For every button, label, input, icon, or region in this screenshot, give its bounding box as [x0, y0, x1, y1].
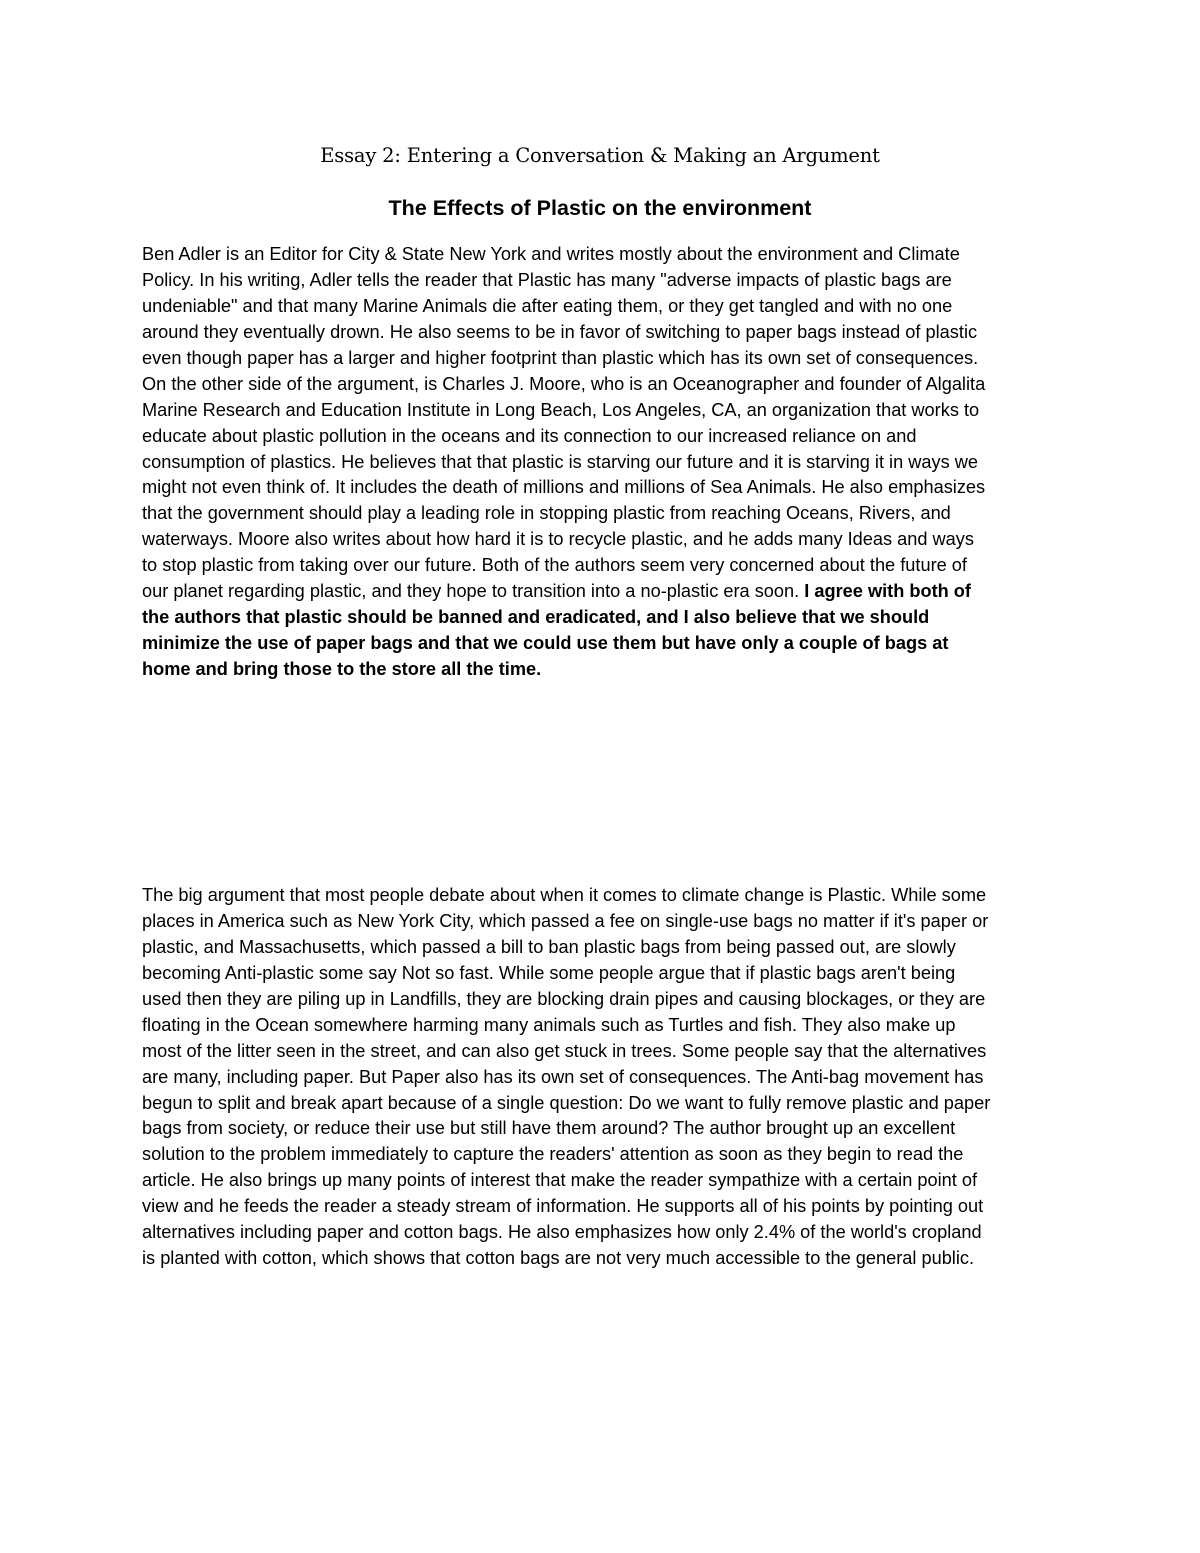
thesis-text: I agree with both of — [804, 581, 971, 602]
paragraph-line: bags from society, or reduce their use but still have them around? The author brought up an excellent — [142, 1118, 956, 1139]
paragraph-line: consumption of plastics. He believes that that plastic is starving our future and it is starving it in ways we — [142, 451, 979, 472]
paragraph-line: most of the litter seen in the street, and can also get stuck in trees. Some people say that the alternatives — [142, 1040, 987, 1061]
paragraph-line: educate about plastic pollution in the oceans and its connection to our increased reliance on and — [142, 425, 917, 446]
paragraph-line: alternatives including paper and cotton bags. He also emphasizes how only 2.4% of the world's cropland — [142, 1222, 982, 1243]
paragraph-line: begun to split and break apart because of a single question: Do we want to fully remove plastic and paper — [142, 1092, 991, 1113]
paragraph-line: places in America such as New York City, which passed a fee on single-use bags no matter if it's paper or — [142, 910, 989, 931]
paragraph-line: becoming Anti-plastic some say Not so fast. While some people argue that if plastic bags aren't being — [142, 962, 956, 983]
paragraph-line: used then they are piling up in Landfills, they are blocking drain pipes and causing blockages, or they are — [142, 988, 986, 1009]
paragraph-line: Ben Adler is an Editor for City & State New York and writes mostly about the environment and Climate — [142, 244, 960, 264]
thesis-line: the authors that plastic should be banned and eradicated, and I also believe that we should — [142, 607, 930, 628]
paragraph-line: even though paper has a larger and higher footprint than plastic which has its own set of consequences. — [142, 347, 979, 368]
paragraph-line: view and he feeds the reader a steady stream of information. He supports all of his points by pointing out — [142, 1196, 984, 1217]
line-text: our planet regarding plastic, and they hope to transition into a no-plastic era soon. — [142, 581, 805, 602]
paragraph-line: undeniable" and that many Marine Animals die after eating them, or they get tangled and with no one — [142, 295, 953, 316]
paragraph-line: that the government should play a leading role in stopping plastic from reaching Oceans, Rivers, and — [142, 503, 951, 524]
paragraph-line: Marine Research and Education Institute in Long Beach, Los Angeles, CA, an organization that works to — [142, 399, 980, 420]
paragraph-line: Policy. In his writing, Adler tells the reader that Plastic has many "adverse impacts of plastic bags are — [142, 269, 952, 290]
paragraph-line: around they eventually drown. He also seems to be in favor of switching to paper bags instead of plastic — [142, 321, 978, 342]
paragraph-line: to stop plastic from taking over our future. Both of the authors seem very concerned about the future of — [142, 555, 967, 576]
paragraph-line: might not even think of. It includes the death of millions and millions of Sea Animals. He also emphasizes — [142, 477, 986, 498]
paragraph-line: is planted with cotton, which shows that cotton bags are not very much accessible to the general public. — [142, 1248, 975, 1269]
essay-title: The Effects of Plastic on the environment — [388, 196, 812, 220]
paragraph-line: The big argument that most people debate about when it comes to climate change is Plastic. While some — [142, 885, 987, 905]
paragraph-line: waterways. Moore also writes about how hard it is to recycle plastic, and he adds many Ideas and ways — [142, 529, 974, 550]
paragraph-line: article. He also brings up many points of interest that make the reader sympathize with a certain point of — [142, 1170, 978, 1191]
paragraph-line: are many, including paper. But Paper also has its own set of consequences. The Anti-bag movement has — [142, 1066, 984, 1087]
paragraph-line-mixed — [142, 579, 1062, 605]
thesis-line: minimize the use of paper bags and that we could use them but have only a couple of bags at — [142, 633, 949, 654]
thesis-line: home and bring those to the store all the time. — [142, 659, 542, 679]
essay-heading: Essay 2: Entering a Conversation & Making an Argument — [320, 144, 880, 167]
paragraph-line: plastic, and Massachusetts, which passed a bill to ban plastic bags from being passed out, are slowly — [142, 936, 956, 957]
paragraph-line: floating in the Ocean somewhere harming many animals such as Turtles and fish. They also make up — [142, 1014, 956, 1035]
paragraph-line: solution to the problem immediately to capture the readers' attention as soon as they begin to read the — [142, 1144, 964, 1165]
paragraph-1 — [142, 242, 1062, 683]
paragraph-line: On the other side of the argument, is Charles J. Moore, who is an Oceanographer and founder of Algalita — [142, 373, 986, 394]
paragraph-2 — [142, 883, 1062, 1272]
